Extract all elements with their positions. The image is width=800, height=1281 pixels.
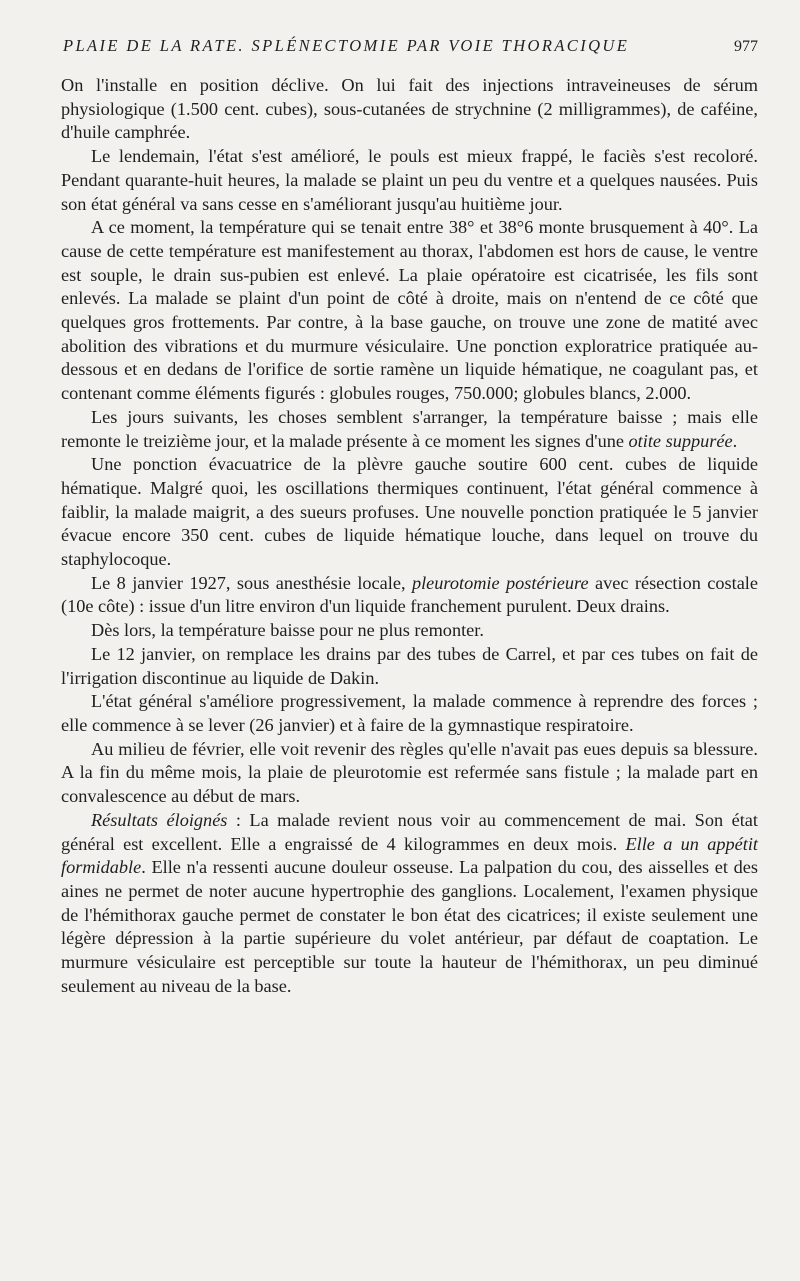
running-title: PLAIE DE LA RATE. SPLÉNECTOMIE PAR VOIE THORACIQUE [63, 36, 630, 55]
text-span: . Elle n'a ressenti aucune douleur osseuse. La palpation du cou, des aisselles et des aines ne permet de noter aucune hypertrophie des ganglions. Localement, l'examen physique de l'hémithorax gauche permet de constater le bon état des cicatrices; il existe seulement une légère dépression à la partie supérieure du volet antérieur, par défaut de coaptation. Le murmure vésiculaire est perceptible sur toute la hauteur de l'hémithorax, un peu diminué seulement au niveau de la base. [61, 857, 758, 996]
paragraph [61, 453, 758, 572]
paragraph [61, 690, 758, 737]
text-span: . [732, 430, 738, 451]
italic-text: otite suppurée [628, 430, 733, 451]
italic-text: Résultats éloignés [91, 809, 228, 830]
text-span: On l'installe en position déclive. On lui fait des injections intraveineuses de sérum physiologique (1.500 cent. cubes), sous-cutanées de strychnine (2 milligrammes), de caféine, d'huile camphrée. [61, 75, 758, 143]
text-span: Le lendemain, l'état s'est amélioré, le pouls est mieux frappé, le faciès s'est recoloré. Pendant quarante-huit heures, la malade se plaint un peu du ventre et a quelques nausées. Puis son état général va sans cesse en s'améliorant jusqu'au huitième jour. [61, 146, 758, 214]
text-span: Le 12 janvier, on remplace les drains par des tubes de Carrel, et par ces tubes on fait de l'irrigation discontinue au liquide de Dakin. [61, 643, 758, 688]
page-number: 977 [734, 38, 758, 55]
text-span: Une ponction évacuatrice de la plèvre gauche soutire 600 cent. cubes de liquide hématique. Malgré quoi, les oscillations thermiques continuent, l'état général commence à faiblir, la malade maigrit, a des sueurs profuses. Une nouvelle ponction pratiquée le 5 janvier évacue encore 350 cent. cubes de liquide hématique louche, dans lequel on trouve du staphylocoque. [61, 454, 758, 570]
text-span: Les jours suivants, les choses semblent s'arranger, la température baisse ; mais elle remonte le treizième jour, et la malade présente à ce moment les signes d'une [61, 406, 758, 451]
italic-text: pleurotomie postérieure [411, 572, 589, 593]
paragraph [61, 145, 758, 216]
text-span: A ce moment, la température qui se tenait entre 38° et 38°6 monte brusquement à 40°. La cause de cette température est manifestement au thorax, l'abdomen est hors de cause, le ventre est souple, le drain sus-pubien est enlevé. La plaie opératoire est cicatrisée, les fils sont enlevés. La malade se plaint d'un point de côté à droite, mais on n'entend de ce côté que quelques gros frottements. Par contre, à la base gauche, on trouve une zone de matité avec abolition des vibrations et du murmure vésiculaire. Une ponction exploratrice pratiquée au-dessous et en dedans de l'orifice de sortie ramène un liquide hématique, ne coagulant pas, et contenant comme éléments figurés : globules rouges, 750.000; globules blancs, 2.000. [61, 217, 758, 404]
body-text [61, 74, 758, 998]
text-span: : La malade revient nous voir au commencement de mai. Son état général est excellent. Elle a engraissé de 4 kilogrammes en deux mois. [61, 809, 758, 854]
paragraph [61, 216, 758, 406]
paragraph [61, 406, 758, 453]
text-span: Le 8 janvier 1927, sous anesthésie locale, [91, 572, 412, 593]
paragraph [61, 572, 758, 619]
text-span: L'état général s'améliore progressivement, la malade commence à reprendre des forces ; elle commence à se lever (26 janvier) et à faire de la gymnastique respiratoire. [61, 691, 758, 735]
paragraph [61, 809, 758, 999]
text-span: Au milieu de février, elle voit revenir des règles qu'elle n'avait pas eues depuis sa blessure. A la fin du même mois, la plaie de pleurotomie est refermée sans fistule ; la malade part en convalescence au début de mars. [61, 738, 758, 807]
paragraph [61, 738, 758, 809]
text-span: Dès lors, la température baisse pour ne plus remonter. [91, 620, 484, 641]
paragraph [61, 619, 758, 643]
italic-text: Elle a un appétit formidable [61, 833, 758, 878]
running-head [61, 36, 758, 56]
paragraph [61, 74, 758, 145]
paragraph [61, 643, 758, 690]
text-span: avec résection costale (10e côte) : issue d'un litre environ d'un liquide franchement purulent. Deux drains. [61, 572, 759, 617]
